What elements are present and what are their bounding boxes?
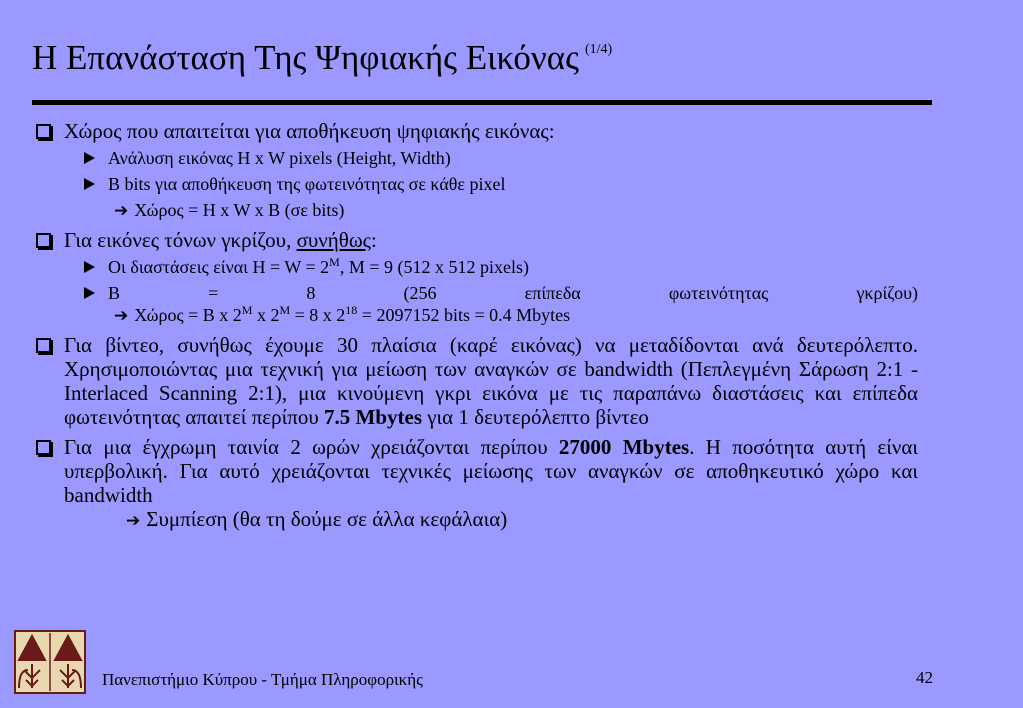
bullet-video-text: Για βίντεο, συνήθως έχουμε 30 πλαίσια (καρέ εικόνας) να μεταδίδονται ανά δευτερόλεπτο. Χρησιμοποιώντας μια τεχνική για μείωση των αναγκών σε bandwidth (Πεπλεγμένη Σάρωση 2:1 - Interlaced Scanning 2:1), μια κινούμενη γκρι εικόνα με τις παραπάνω διαστάσεις και επίπεδα φωτεινότητας απαιτεί περίπου <box>64 333 918 429</box>
right-arrow-icon: ➔ <box>114 201 129 221</box>
slide-part-indicator: (1/4) <box>584 42 613 57</box>
bullet-color-movie-body <box>64 435 918 507</box>
formula-d: = 2097152 bits = 0.4 Mbytes <box>357 305 571 325</box>
formula-space-text: Χώρος = H x W x B (σε bits) <box>134 200 345 220</box>
sub-bullet-gray-levels <box>32 282 918 327</box>
bullet-grayscale-suffix: : <box>371 228 377 252</box>
compression-text: Συμπίεση (θα τη δούμε σε άλλα κεφάλαια) <box>146 507 508 531</box>
bullet-grayscale <box>32 228 918 252</box>
sub-bullet-resolution-text: Ανάλυση εικόνας H x W pixels (Height, Width) <box>108 148 451 168</box>
slide-content <box>32 119 918 533</box>
bullet-color-movie-prefix: Για μια έγχρωμη ταινία 2 ωρών χρειάζονται περίπου <box>64 435 559 459</box>
university-tree-logo <box>14 630 86 694</box>
checkbox-square-icon <box>36 440 51 455</box>
slide-title <box>32 26 612 82</box>
page-number: 42 <box>916 668 933 687</box>
formula-space <box>32 199 918 222</box>
sub-bullet-dimensions <box>32 256 918 278</box>
formula-sup3: 18 <box>345 303 358 317</box>
footer-institution: Πανεπιστήμιο Κύπρου - Τμήμα Πληροφορικής <box>102 670 423 689</box>
bullet-grayscale-prefix: Για εικόνες τόνων γκρίζου, <box>64 228 297 252</box>
formula-compression <box>64 507 918 533</box>
bullet-storage-text: Χώρος που απαιτείται για αποθήκευση ψηφιακής εικόνας: <box>64 119 555 143</box>
formula-b: x 2 <box>252 305 280 325</box>
checkbox-square-icon <box>36 233 51 248</box>
arrowhead-icon <box>84 152 95 164</box>
formula-grayscale <box>114 304 918 327</box>
title-divider <box>32 100 932 105</box>
bullet-grayscale-underline: συνήθως <box>296 228 371 252</box>
dimensions-sup: M <box>329 255 340 269</box>
sub-bullet-bits-text: B bits για αποθήκευση της φωτεινότητας σε κάθε pixel <box>108 174 506 194</box>
formula-a: Χώρος = B x 2 <box>134 305 242 325</box>
formula-sup1: M <box>241 303 253 317</box>
checkbox-square-icon <box>36 338 51 353</box>
bullet-storage <box>32 119 918 143</box>
formula-c: = 8 x 2 <box>290 305 346 325</box>
sub-bullet-resolution <box>32 147 918 169</box>
bullet-video-bold: 7.5 Mbytes <box>324 405 422 429</box>
bullet-video-suffix: για 1 δευτερόλεπτο βίντεο <box>422 405 649 429</box>
bullet-color-movie <box>32 435 918 533</box>
dimensions-text-a: Οι διαστάσεις είναι H = W = 2 <box>108 257 330 277</box>
bullet-color-movie-suffix: . Η ποσότητα αυτή είναι υπερβολική. Για αυτό χρειάζονται τεχνικές μείωσης των αναγκών σε αποθηκευτικό χώρο και bandwidth <box>64 435 918 507</box>
sub-bullet-bits <box>32 173 918 195</box>
bullet-video <box>32 333 918 429</box>
gray-levels-text: B = 8 (256 επίπεδα φωτεινότητας γκρίζου) <box>108 283 918 303</box>
bullet-color-movie-bold: 27000 Mbytes <box>558 435 690 459</box>
formula-sup2: M <box>279 303 291 317</box>
arrowhead-icon <box>84 287 95 299</box>
right-arrow-icon: ➔ <box>126 511 141 531</box>
dimensions-text-b: , M = 9 (512 x 512 pixels) <box>339 257 529 277</box>
slide-title-text: Η Επανάσταση Της Ψηφιακής Εικόνας <box>32 38 579 77</box>
right-arrow-icon: ➔ <box>114 306 129 326</box>
checkbox-square-icon <box>36 124 51 139</box>
arrowhead-icon <box>84 178 95 190</box>
arrowhead-icon <box>84 261 95 273</box>
